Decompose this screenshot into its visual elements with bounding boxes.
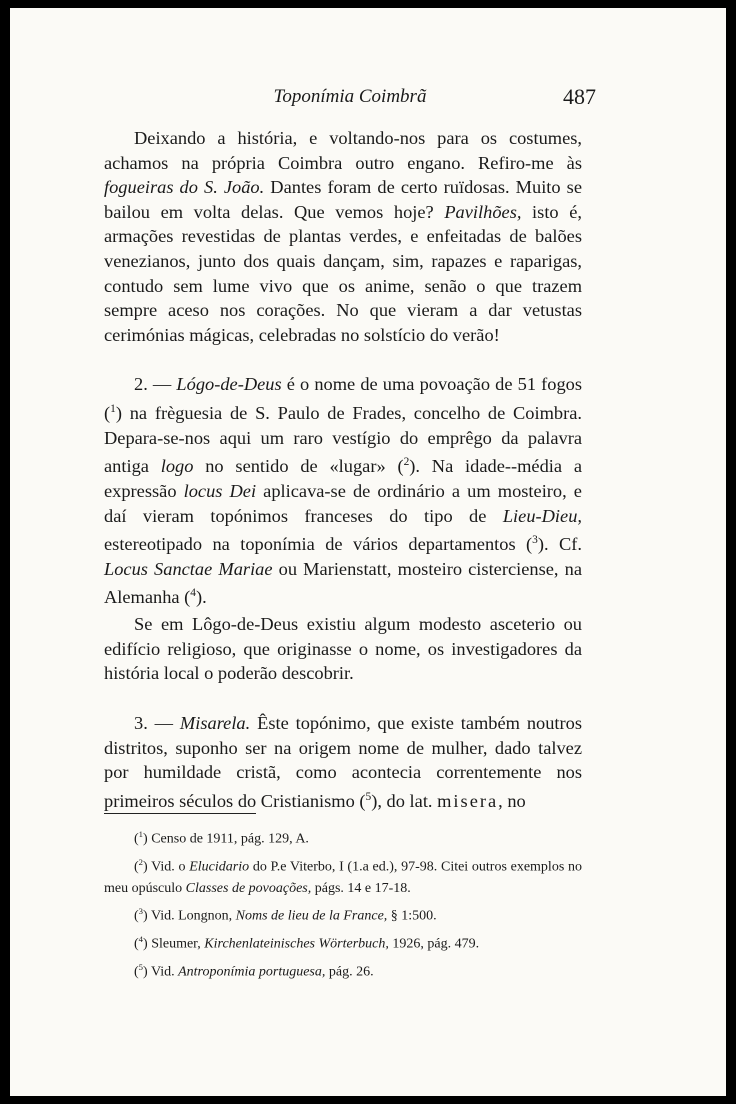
running-title: Toponímia Coimbrã xyxy=(273,86,427,107)
footnote-ref-5: 5 xyxy=(365,790,372,803)
paragraph-logo-de-deus: 2. — Lógo-de-Deus é o nome de uma povoação de 51 fogos ($^1$) na frèguesia de S. Paulo de Frades, concelho de Coimbra. Depara-se-nos aqui um raro vestígio do emprêgo da palavra antiga logo no sentido de «lugar» ($^2$). Na idade--média a expressão locus Dei aplicava-se de ordinário a um mosteiro, e daí vieram topónimos franceses do tipo de Lieu-Dieu, estereotipado na toponímia de vários departamentos ($^3$). Cf. Locus Sanctae Mariae ou Marienstatt, mosteiro cisterciense, na Alemanha ($^4$). xyxy=(104,374,582,608)
paragraph-fogueiras: Deixando a história, e voltando-nos para os costumes, achamos na própria Coimbra outro engano. Refiro-me às fogueiras do S. João. Dantes foram de certo ruïdosas. Muito se bailou em volta delas. Que vemos hoje? Pavilhões, isto é, armações revestidas de plantas verdes, e enfeitadas de balões venezianos, junto dos quais dançam, sim, rapazes e raparigas, contudo sem lume vivo que os anime, senão o que trazem sempre aceso nos corações. No que vieram a dar vetustas cerimónias mágicas, celebradas no solstício do verão! xyxy=(104,128,582,345)
footnote-ref-3: 3 xyxy=(532,534,538,547)
footnote-5: ($^5$) Vid. Antroponímia portuguesa, pág. 26. xyxy=(134,961,374,980)
footnote-ref-1: 1 xyxy=(110,402,116,415)
paragraph-asceterio: Se em Lôgo-de-Deus existiu algum modesto asceterio ou edifício religioso, que originasse o nome, os investigadores da história local o poderão descobrir. xyxy=(104,614,582,684)
running-head xyxy=(104,84,596,114)
book-page xyxy=(10,8,726,1096)
footnote-divider xyxy=(104,813,256,814)
page-number: 487 xyxy=(563,84,596,109)
footnote-ref-4: 4 xyxy=(190,587,196,600)
footnote-4: ($^4$) Sleumer, Kirchenlateinisches Wörterbuch, 1926, pág. 479. xyxy=(134,933,480,952)
footnote-2: ($^2$) Vid. o Elucidario do P.e Viterbo, I (1.a ed.), 97-98. Citei outros exemplos no meu opúsculo Classes de povoações, págs. 14 e 17-18. xyxy=(104,856,582,897)
body-text xyxy=(104,126,582,813)
paragraph-misarela: 3. — Misarela. Êste topónimo, que existe também noutros distritos, suponho ser na origem nome de mulher, dado talvez por humildade cristã, como acontecia correntemente nos primeiros séculos do Cristianismo ($^5$), do lat. misera, no xyxy=(104,712,582,811)
footnotes xyxy=(104,823,582,983)
footnote-3: ($^3$) Vid. Longnon, Noms de lieu de la France, § 1:500. xyxy=(134,906,437,924)
footnote-1: ($^1$) Censo de 1911, pág. 129, A. xyxy=(134,829,309,847)
footnote-ref-2: 2 xyxy=(403,456,410,469)
